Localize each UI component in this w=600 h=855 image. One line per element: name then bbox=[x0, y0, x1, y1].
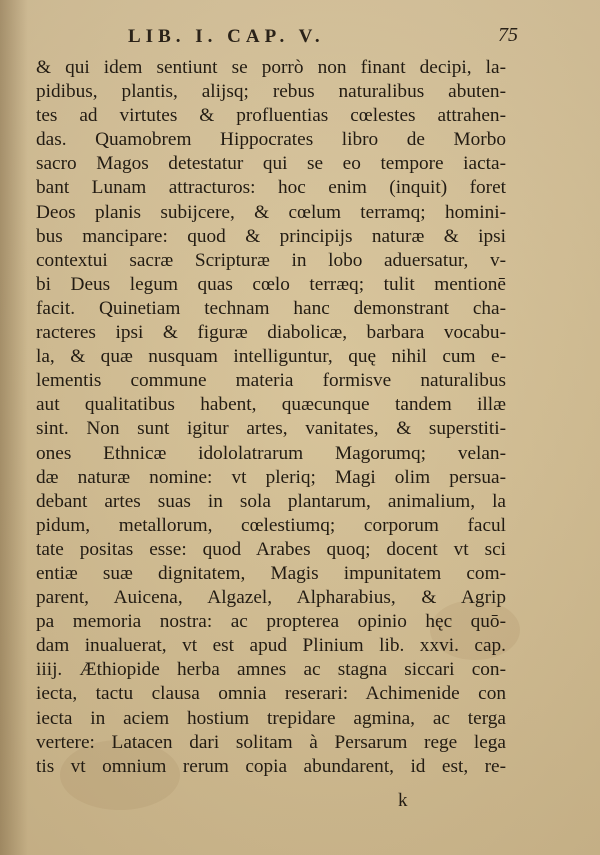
text-line: iecta, tactu clausa omnia reserari: Achimenide con bbox=[36, 683, 506, 705]
text-line: debant artes suas in sola plantarum, animalium, la bbox=[36, 490, 506, 512]
text-line: tis vt omnium rerum copia abundarent, id est, re- bbox=[36, 755, 506, 777]
text-line: entiæ suæ dignitatem, Magis impunitatem com- bbox=[36, 562, 506, 584]
text-line: parent, Auicena, Algazel, Alpharabius, & Agrip bbox=[36, 587, 506, 609]
body-text bbox=[36, 56, 506, 779]
text-line: bant Lunam attracturos: hoc enim (inquit) foret bbox=[36, 177, 506, 199]
text-line: das. Quamobrem Hippocrates libro de Morbo bbox=[36, 129, 506, 151]
running-head bbox=[128, 26, 518, 50]
text-line: dæ naturæ nomine: vt pleriq; Magi olim persua- bbox=[36, 466, 506, 488]
text-line: & qui idem sentiunt se porrò non finant decipi, la- bbox=[36, 57, 506, 78]
text-line: sacro Magos detestatur qui se eo tempore iacta- bbox=[36, 153, 506, 175]
catchword: k bbox=[398, 790, 408, 811]
text-line: racteres ipsi & figuræ diabolicæ, barbara vocabu- bbox=[36, 322, 506, 344]
text-line: sint. Non sunt igitur artes, vanitates, & superstiti- bbox=[36, 418, 506, 440]
text-line: tate positas esse: quod Arabes quoq; docent vt sci bbox=[36, 538, 506, 560]
text-line: Deos planis subijcere, & cœlum terramq; homini- bbox=[36, 201, 506, 223]
text-line: bi Deus legum quas cœlo terræq; tulit mentionē bbox=[36, 273, 506, 295]
page-number: 75 bbox=[498, 24, 518, 46]
text-line: bus mancipare: quod & principijs naturæ & ipsi bbox=[36, 225, 506, 247]
chapter-heading: LIB. I. CAP. V. bbox=[128, 26, 325, 47]
text-line: tes ad virtutes & profluentias cœlestes attrahen- bbox=[36, 105, 506, 127]
text-line: aut qualitatibus habent, quæcunque tandem illæ bbox=[36, 394, 506, 416]
text-line: pidum, metallorum, cœlestiumq; corporum facul bbox=[36, 514, 506, 536]
text-line: facit. Quinetiam technam hanc demonstrant cha- bbox=[36, 297, 506, 319]
text-line: la, & quæ nusquam intelliguntur, quę nihil cum e- bbox=[36, 346, 506, 368]
text-line: pidibus, plantis, alijsq; rebus naturalibus abuten- bbox=[36, 81, 506, 103]
text-line: vertere: Latacen dari solitam à Persarum rege lega bbox=[36, 731, 506, 753]
text-line: dam inualuerat, vt est apud Plinium lib. xxvi. cap. bbox=[36, 635, 506, 657]
text-line: iecta in aciem hostium trepidare agmina, ac terga bbox=[36, 707, 506, 729]
text-line: iiij. Æthiopide herba amnes ac stagna siccari con- bbox=[36, 659, 506, 681]
text-line: lementis commune materia formisve naturalibus bbox=[36, 370, 506, 392]
text-line: ones Ethnicæ idololatrarum Magorumq; velan- bbox=[36, 442, 506, 464]
text-line: pa memoria nostra: ac propterea opinio hęc quō- bbox=[36, 611, 506, 633]
page-gutter-shadow bbox=[0, 0, 28, 855]
text-line: contextui sacræ Scripturæ in lobo aduersatur, v- bbox=[36, 249, 506, 271]
